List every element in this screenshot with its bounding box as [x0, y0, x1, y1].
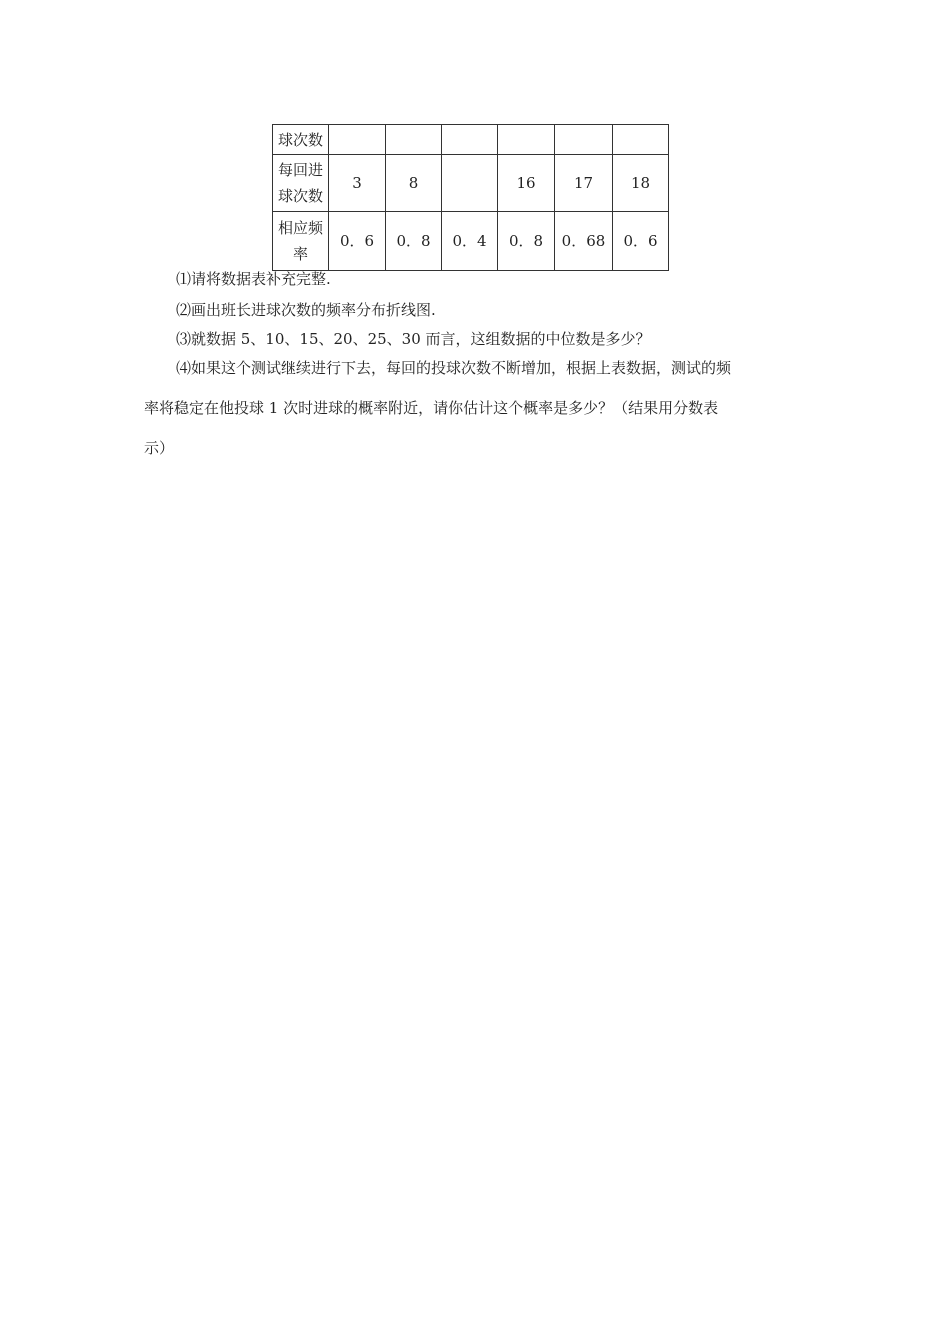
question-4-line-3: 示）	[144, 439, 175, 457]
data-table	[272, 124, 669, 271]
table-cell: 8	[386, 155, 442, 212]
table-cell: 16	[498, 155, 555, 212]
row-label: 相应频 率	[273, 212, 329, 271]
table-cell	[613, 125, 669, 155]
question-3: ⑶就数据 5、10、15、20、25、30 而言，这组数据的中位数是多少？	[176, 330, 651, 348]
table-cell	[555, 125, 613, 155]
table-cell: 0．6	[329, 212, 386, 271]
table-cell: 17	[555, 155, 613, 212]
table-cell	[498, 125, 555, 155]
table-cell: 3	[329, 155, 386, 212]
table-row	[273, 125, 669, 155]
table-cell	[442, 125, 498, 155]
table-cell: 18	[613, 155, 669, 212]
table-cell: 0．4	[442, 212, 498, 271]
question-4-line-1: ⑷如果这个测试继续进行下去，每回的投球次数不断增加，根据上表数据，测试的频	[176, 359, 732, 377]
row-label: 每回进 球次数	[273, 155, 329, 212]
table-cell	[442, 155, 498, 212]
table-row	[273, 155, 669, 212]
question-1: ⑴请将数据表补充完整.	[176, 270, 331, 288]
table-row	[273, 212, 669, 271]
table-cell: 0．6	[613, 212, 669, 271]
table-cell: 0．8	[386, 212, 442, 271]
table-cell: 0．68	[555, 212, 613, 271]
table-cell	[329, 125, 386, 155]
question-2: ⑵画出班长进球次数的频率分布折线图.	[176, 301, 436, 319]
question-4-line-2: 率将稳定在他投球 1 次时进球的概率附近，请你估计这个概率是多少？（结果用分数表	[144, 399, 719, 417]
table-cell	[386, 125, 442, 155]
row-label: 球次数	[273, 125, 329, 155]
table-cell: 0．8	[498, 212, 555, 271]
